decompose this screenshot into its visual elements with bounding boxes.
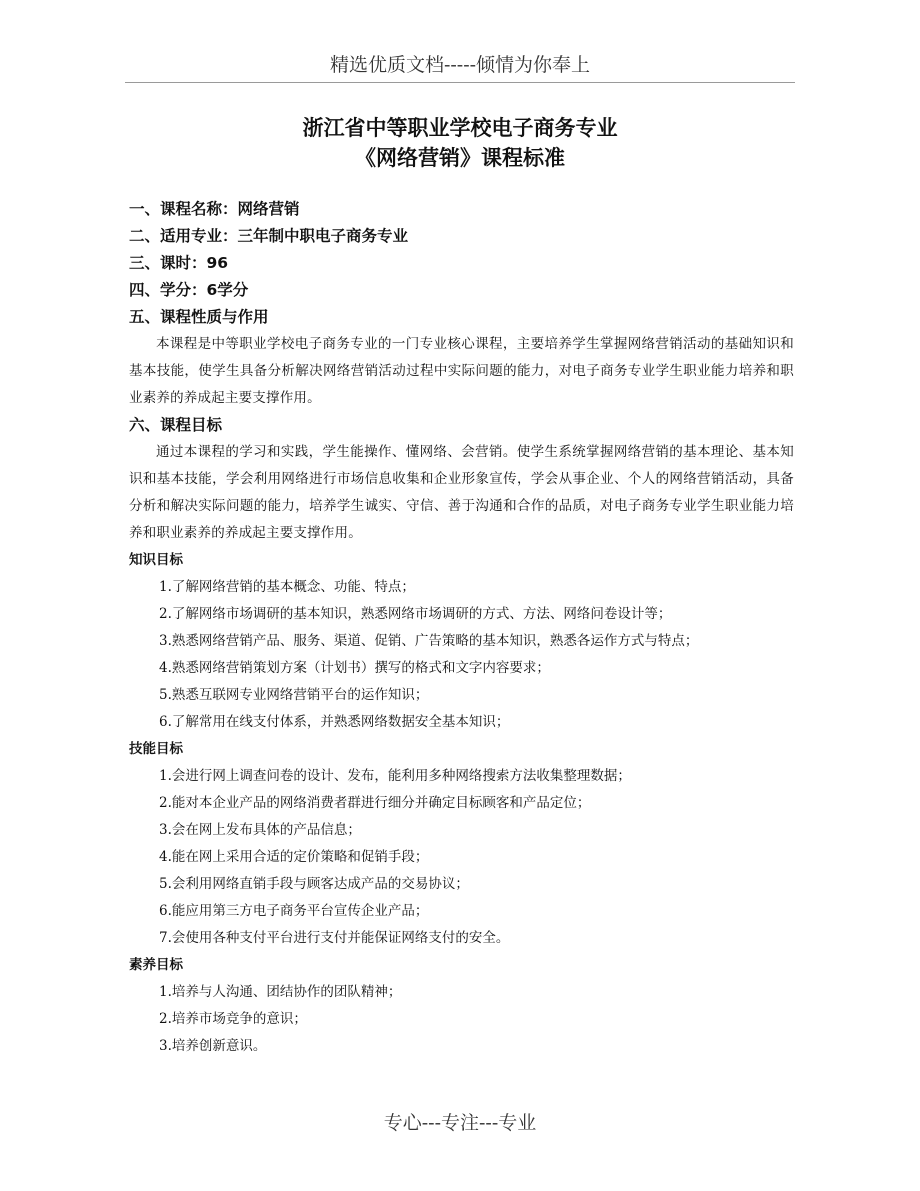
page-header: 精选优质文档-----倾情为你奉上 [125, 52, 795, 83]
section-nature: 五、课程性质与作用 [129, 308, 269, 326]
list-item: 2.能对本企业产品的网络消费者群进行细分并确定目标顾客和产品定位； [159, 795, 591, 811]
list-item: 3.培养创新意识。 [159, 1038, 267, 1054]
section-major: 二、适用专业：三年制中职电子商务专业 [129, 227, 409, 245]
list-item: 1.了解网络营销的基本概念、功能、特点； [159, 579, 415, 595]
list-item: 1.会进行网上调查问卷的设计、发布，能利用多种网络搜索方法收集整理数据； [159, 768, 631, 784]
skill-goals-heading: 技能目标 [129, 741, 183, 757]
document-title-line2: 《网络营销》课程标准 [355, 146, 565, 170]
list-item: 5.熟悉互联网专业网络营销平台的运作知识； [159, 687, 429, 703]
list-item: 7.会使用各种支付平台进行支付并能保证网络支付的安全。 [159, 930, 510, 946]
document-title-line1: 浙江省中等职业学校电子商务专业 [302, 116, 618, 140]
document-body [129, 196, 794, 1060]
list-item: 3.会在网上发布具体的产品信息； [159, 822, 361, 838]
section-hours: 三、课时：96 [129, 254, 229, 272]
list-item: 4.能在网上采用合适的定价策略和促销手段； [159, 849, 429, 865]
section-credits: 四、学分：6学分 [129, 281, 249, 299]
knowledge-goals-heading: 知识目标 [129, 552, 183, 568]
list-item: 2.了解网络市场调研的基本知识，熟悉网络市场调研的方式、方法、网络问卷设计等； [159, 606, 672, 622]
section-course-name: 一、课程名称：网络营销 [129, 200, 300, 218]
paragraph-goals: 通过本课程的学习和实践，学生能操作、懂网络、会营销。使学生系统掌握网络营销的基本理论、基本知识和基本技能，学会利用网络进行市场信息收集和企业形象宣传，学会从事企业、个人的网络营销活动，具备分析和解决实际问题的能力，培养学生诚实、守信、善于沟通和合作的品质，对电子商务专业学生职业能力培养和职业素养的养成起主要支撑作用。 [129, 444, 794, 541]
list-item: 5.会利用网络直销手段与顾客达成产品的交易协议； [159, 876, 469, 892]
quality-goals-heading: 素养目标 [129, 957, 183, 973]
paragraph-nature: 本课程是中等职业学校电子商务专业的一门专业核心课程，主要培养学生掌握网络营销活动的基础知识和基本技能，使学生具备分析解决网络营销活动过程中实际问题的能力，对电子商务专业学生职业能力培养和职业素养的养成起主要支撑作用。 [129, 336, 794, 406]
list-item: 4.熟悉网络营销策划方案（计划书）撰写的格式和文字内容要求； [159, 660, 550, 676]
section-goals: 六、课程目标 [129, 416, 223, 434]
list-item: 6.了解常用在线支付体系，并熟悉网络数据安全基本知识； [159, 714, 510, 730]
page-footer: 专心---专注---专业 [383, 1112, 537, 1134]
list-item: 3.熟悉网络营销产品、服务、渠道、促销、广告策略的基本知识，熟悉各运作方式与特点； [159, 633, 699, 649]
list-item: 6.能应用第三方电子商务平台宣传企业产品； [159, 903, 429, 919]
list-item: 1.培养与人沟通、团结协作的团队精神； [159, 984, 402, 1000]
list-item: 2.培养市场竞争的意识； [159, 1011, 307, 1027]
